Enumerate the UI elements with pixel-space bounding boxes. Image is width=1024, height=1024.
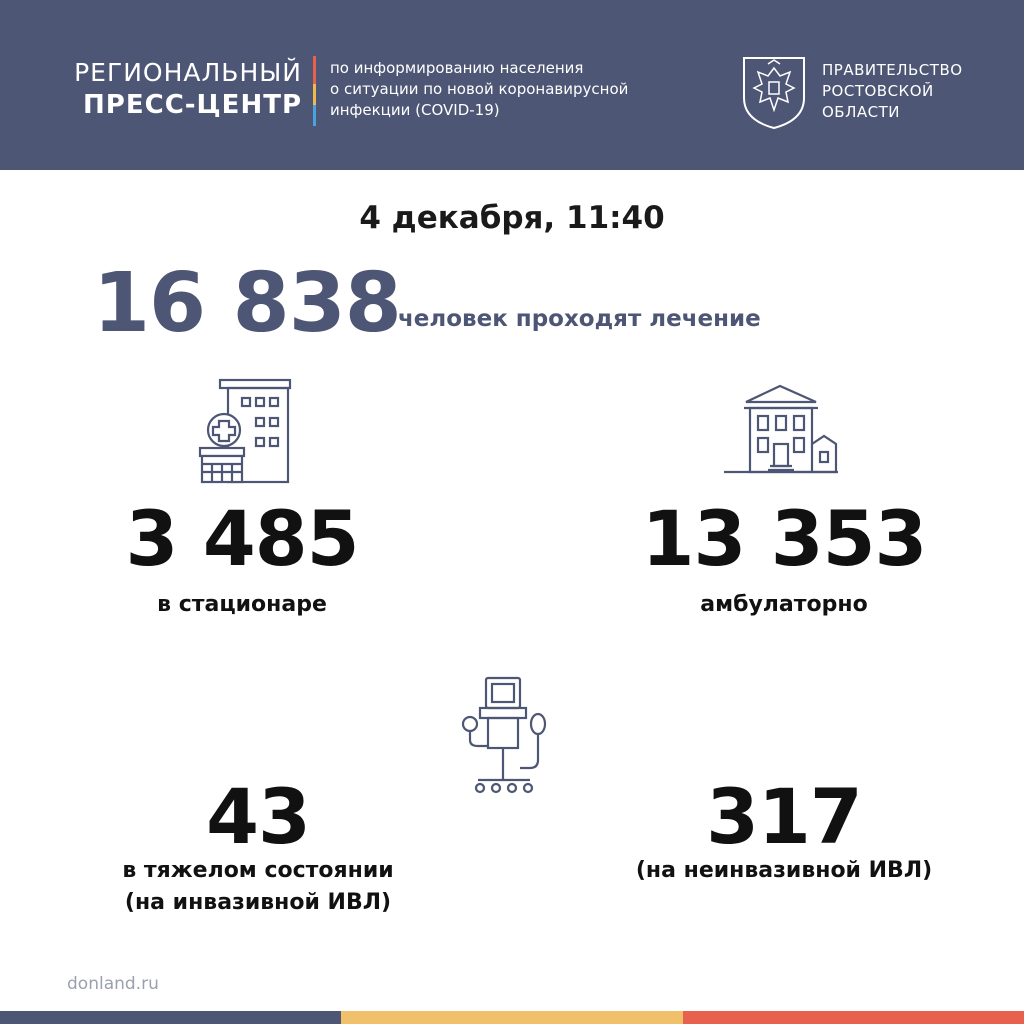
outpatient-label: амбулаторно — [700, 592, 868, 617]
brand-title-line2: ПРЕСС-ЦЕНТР — [83, 90, 302, 120]
hospital-label: в стационаре — [157, 592, 327, 617]
severe-label-line1: в тяжелом состоянии — [122, 858, 394, 883]
government-name-line: ОБЛАСТИ — [822, 103, 900, 121]
noninvasive-count: 317 — [706, 772, 862, 861]
website-link[interactable]: donland.ru — [67, 974, 159, 994]
outpatient-count: 13 353 — [641, 494, 927, 583]
coat-of-arms-icon — [740, 54, 808, 130]
header-description-line: инфекции (COVID-19) — [330, 101, 500, 119]
header-description — [330, 58, 628, 121]
government-name-line: ПРАВИТЕЛЬСТВО — [822, 61, 963, 79]
government-name — [822, 60, 963, 123]
total-count: 16 838 — [93, 256, 401, 351]
severe-count: 43 — [206, 772, 310, 861]
header-description-line: о ситуации по новой коронавирусной — [330, 80, 629, 98]
total-label: человек проходят лечение — [398, 306, 761, 332]
ventilator-icon — [458, 676, 558, 798]
report-date: 4 декабря, 11:40 — [359, 200, 665, 236]
header-description-line: по информированию населения — [330, 59, 584, 77]
header-banner — [0, 0, 1024, 170]
noninvasive-label: (на неинвазивной ИВЛ) — [635, 858, 933, 883]
brand-title-line1: РЕГИОНАЛЬНЫЙ — [74, 58, 302, 87]
footer-bar-blue — [0, 1011, 341, 1024]
severe-label-line2: (на инвазивной ИВЛ) — [124, 890, 392, 915]
color-divider — [313, 56, 316, 126]
footer-bar-red — [683, 1011, 1024, 1024]
hospital-icon — [198, 378, 294, 484]
footer-bar-yellow — [341, 1011, 683, 1024]
hospital-count: 3 485 — [125, 494, 359, 583]
house-icon — [722, 384, 840, 476]
government-name-line: РОСТОВСКОЙ — [822, 82, 934, 100]
